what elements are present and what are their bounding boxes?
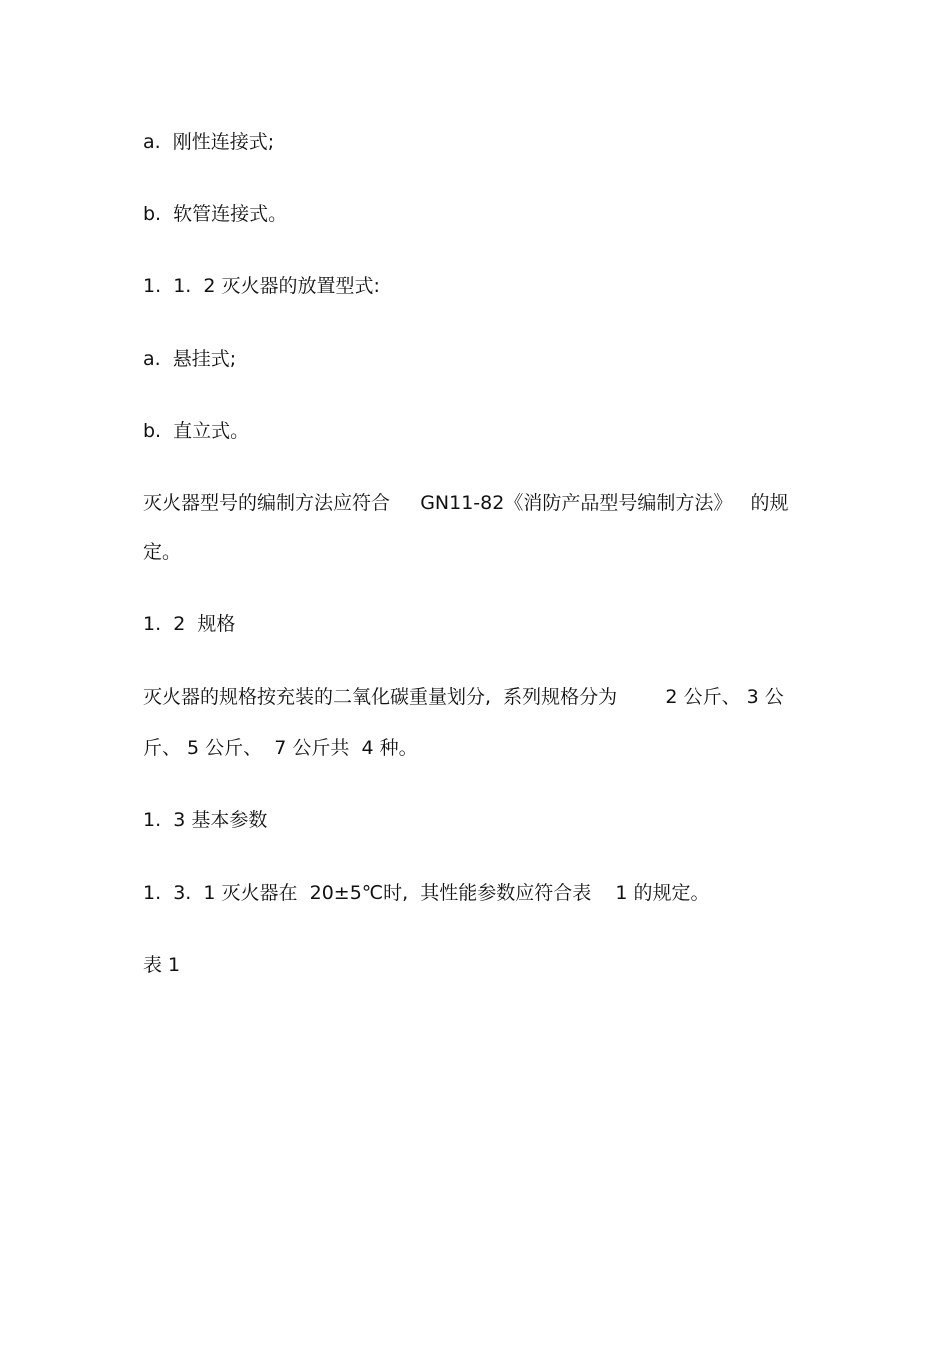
item-wall-mounted: a. 悬挂式; bbox=[143, 348, 237, 370]
item-rigid-connection: a. 刚性连接式; bbox=[143, 131, 275, 153]
item-upright: b. 直立式。 bbox=[143, 420, 250, 442]
paragraph-model-numbering-cont: 定。 bbox=[143, 541, 182, 563]
paragraph-model-numbering: 灭火器型号的编制方法应符合 GN11-82《消防产品型号编制方法》 的规 bbox=[143, 492, 789, 514]
clause-placement-type: 1. 1. 2 灭火器的放置型式: bbox=[143, 275, 380, 297]
section-heading-specs: 1. 2 规格 bbox=[143, 613, 236, 635]
clause-performance-params: 1. 3. 1 灭火器在 20±5℃时, 其性能参数应符合表 1 的规定。 bbox=[143, 882, 710, 904]
section-heading-parameters: 1. 3 基本参数 bbox=[143, 809, 268, 831]
paragraph-specs-cont: 斤、 5 公斤、 7 公斤共 4 种。 bbox=[143, 737, 418, 759]
item-hose-connection: b. 软管连接式。 bbox=[143, 203, 288, 225]
table-caption: 表 1 bbox=[143, 954, 181, 976]
paragraph-specs: 灭火器的规格按充装的二氧化碳重量划分, 系列规格分为 2 公斤、 3 公 bbox=[143, 686, 784, 708]
